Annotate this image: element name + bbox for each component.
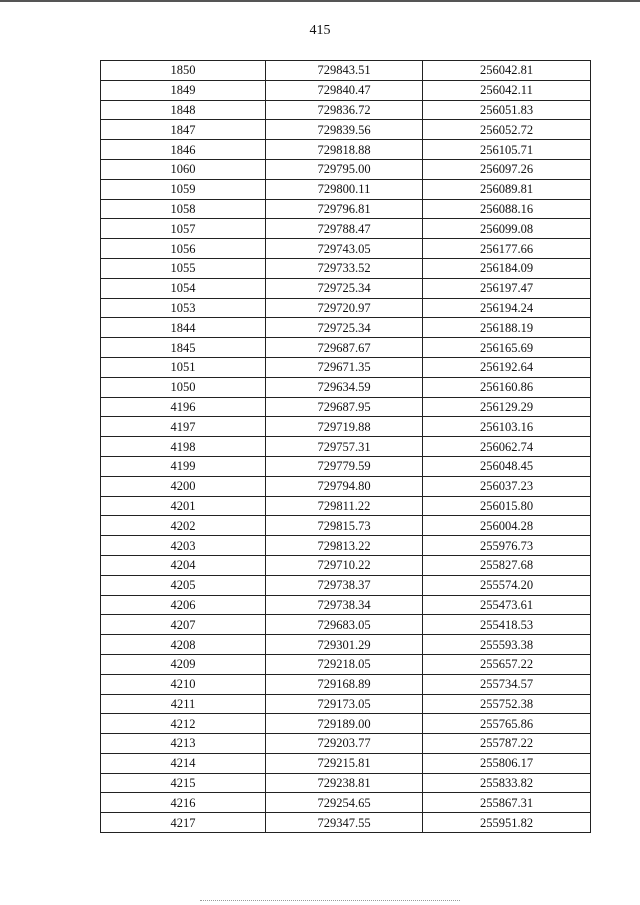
point-number-cell: 4213 [101, 734, 266, 754]
table-row [101, 813, 591, 833]
point-number-cell: 4199 [101, 456, 266, 476]
table-row [101, 773, 591, 793]
y-coordinate-cell: 255574.20 [423, 575, 591, 595]
x-coordinate-cell: 729168.89 [266, 674, 423, 694]
x-coordinate-cell: 729301.29 [266, 635, 423, 655]
y-coordinate-cell: 255867.31 [423, 793, 591, 813]
point-number-cell: 4197 [101, 417, 266, 437]
table-row [101, 496, 591, 516]
x-coordinate-cell: 729683.05 [266, 615, 423, 635]
point-number-cell: 1058 [101, 199, 266, 219]
x-coordinate-cell: 729203.77 [266, 734, 423, 754]
y-coordinate-cell: 256194.24 [423, 298, 591, 318]
x-coordinate-cell: 729743.05 [266, 239, 423, 259]
x-coordinate-cell: 729836.72 [266, 100, 423, 120]
table-row [101, 159, 591, 179]
table-row [101, 694, 591, 714]
point-number-cell: 1051 [101, 357, 266, 377]
point-number-cell: 1055 [101, 258, 266, 278]
y-coordinate-cell: 256088.16 [423, 199, 591, 219]
table-row [101, 140, 591, 160]
y-coordinate-cell: 256097.26 [423, 159, 591, 179]
y-coordinate-cell: 256192.64 [423, 357, 591, 377]
table-row [101, 80, 591, 100]
x-coordinate-cell: 729347.55 [266, 813, 423, 833]
y-coordinate-cell: 255833.82 [423, 773, 591, 793]
y-coordinate-cell: 256160.86 [423, 377, 591, 397]
table-row [101, 219, 591, 239]
point-number-cell: 4196 [101, 397, 266, 417]
point-number-cell: 1057 [101, 219, 266, 239]
point-number-cell: 1849 [101, 80, 266, 100]
y-coordinate-cell: 256184.09 [423, 258, 591, 278]
coordinates-table [100, 60, 591, 833]
y-coordinate-cell: 255657.22 [423, 654, 591, 674]
point-number-cell: 4215 [101, 773, 266, 793]
x-coordinate-cell: 729795.00 [266, 159, 423, 179]
table-row [101, 793, 591, 813]
table-row [101, 714, 591, 734]
point-number-cell: 4210 [101, 674, 266, 694]
point-number-cell: 4212 [101, 714, 266, 734]
x-coordinate-cell: 729839.56 [266, 120, 423, 140]
table-row [101, 734, 591, 754]
x-coordinate-cell: 729687.95 [266, 397, 423, 417]
y-coordinate-cell: 256037.23 [423, 476, 591, 496]
point-number-cell: 1050 [101, 377, 266, 397]
table-row [101, 377, 591, 397]
x-coordinate-cell: 729818.88 [266, 140, 423, 160]
x-coordinate-cell: 729840.47 [266, 80, 423, 100]
y-coordinate-cell: 256165.69 [423, 338, 591, 358]
table-row [101, 595, 591, 615]
point-number-cell: 4204 [101, 555, 266, 575]
point-number-cell: 1060 [101, 159, 266, 179]
x-coordinate-cell: 729218.05 [266, 654, 423, 674]
x-coordinate-cell: 729800.11 [266, 179, 423, 199]
point-number-cell: 1845 [101, 338, 266, 358]
y-coordinate-cell: 256051.83 [423, 100, 591, 120]
coordinates-table-body [101, 61, 591, 833]
table-row [101, 357, 591, 377]
x-coordinate-cell: 729720.97 [266, 298, 423, 318]
y-coordinate-cell: 255734.57 [423, 674, 591, 694]
point-number-cell: 1848 [101, 100, 266, 120]
x-coordinate-cell: 729710.22 [266, 555, 423, 575]
x-coordinate-cell: 729738.34 [266, 595, 423, 615]
y-coordinate-cell: 255593.38 [423, 635, 591, 655]
x-coordinate-cell: 729725.34 [266, 278, 423, 298]
table-row [101, 199, 591, 219]
table-row [101, 61, 591, 81]
x-coordinate-cell: 729733.52 [266, 258, 423, 278]
table-row [101, 516, 591, 536]
table-row [101, 120, 591, 140]
y-coordinate-cell: 255787.22 [423, 734, 591, 754]
x-coordinate-cell: 729687.67 [266, 338, 423, 358]
y-coordinate-cell: 256105.71 [423, 140, 591, 160]
point-number-cell: 4216 [101, 793, 266, 813]
point-number-cell: 1847 [101, 120, 266, 140]
table-row [101, 437, 591, 457]
point-number-cell: 4202 [101, 516, 266, 536]
x-coordinate-cell: 729843.51 [266, 61, 423, 81]
y-coordinate-cell: 256177.66 [423, 239, 591, 259]
x-coordinate-cell: 729813.22 [266, 536, 423, 556]
y-coordinate-cell: 256129.29 [423, 397, 591, 417]
point-number-cell: 4205 [101, 575, 266, 595]
y-coordinate-cell: 256103.16 [423, 417, 591, 437]
table-row [101, 397, 591, 417]
y-coordinate-cell: 256197.47 [423, 278, 591, 298]
table-row [101, 536, 591, 556]
point-number-cell: 4209 [101, 654, 266, 674]
point-number-cell: 1846 [101, 140, 266, 160]
y-coordinate-cell: 255473.61 [423, 595, 591, 615]
y-coordinate-cell: 255806.17 [423, 753, 591, 773]
x-coordinate-cell: 729811.22 [266, 496, 423, 516]
x-coordinate-cell: 729634.59 [266, 377, 423, 397]
table-row [101, 476, 591, 496]
point-number-cell: 4214 [101, 753, 266, 773]
y-coordinate-cell: 255418.53 [423, 615, 591, 635]
y-coordinate-cell: 256052.72 [423, 120, 591, 140]
x-coordinate-cell: 729238.81 [266, 773, 423, 793]
y-coordinate-cell: 256042.81 [423, 61, 591, 81]
table-row [101, 100, 591, 120]
x-coordinate-cell: 729254.65 [266, 793, 423, 813]
y-coordinate-cell: 255951.82 [423, 813, 591, 833]
table-row [101, 338, 591, 358]
table-row [101, 635, 591, 655]
y-coordinate-cell: 255827.68 [423, 555, 591, 575]
x-coordinate-cell: 729725.34 [266, 318, 423, 338]
y-coordinate-cell: 256062.74 [423, 437, 591, 457]
point-number-cell: 1056 [101, 239, 266, 259]
point-number-cell: 1059 [101, 179, 266, 199]
y-coordinate-cell: 255976.73 [423, 536, 591, 556]
point-number-cell: 4217 [101, 813, 266, 833]
x-coordinate-cell: 729788.47 [266, 219, 423, 239]
page-number: 415 [309, 23, 331, 38]
point-number-cell: 4206 [101, 595, 266, 615]
x-coordinate-cell: 729815.73 [266, 516, 423, 536]
y-coordinate-cell: 256004.28 [423, 516, 591, 536]
point-number-cell: 4201 [101, 496, 266, 516]
table-row [101, 753, 591, 773]
y-coordinate-cell: 256048.45 [423, 456, 591, 476]
point-number-cell: 1850 [101, 61, 266, 81]
x-coordinate-cell: 729794.80 [266, 476, 423, 496]
table-row [101, 654, 591, 674]
table-row [101, 417, 591, 437]
x-coordinate-cell: 729215.81 [266, 753, 423, 773]
x-coordinate-cell: 729796.81 [266, 199, 423, 219]
x-coordinate-cell: 729738.37 [266, 575, 423, 595]
top-rule [0, 0, 640, 2]
x-coordinate-cell: 729671.35 [266, 357, 423, 377]
table-row [101, 318, 591, 338]
table-row [101, 575, 591, 595]
y-coordinate-cell: 256188.19 [423, 318, 591, 338]
point-number-cell: 1844 [101, 318, 266, 338]
table-row [101, 555, 591, 575]
point-number-cell: 4207 [101, 615, 266, 635]
table-row [101, 298, 591, 318]
table-row [101, 674, 591, 694]
point-number-cell: 4203 [101, 536, 266, 556]
y-coordinate-cell: 256015.80 [423, 496, 591, 516]
x-coordinate-cell: 729719.88 [266, 417, 423, 437]
point-number-cell: 4208 [101, 635, 266, 655]
y-coordinate-cell: 255752.38 [423, 694, 591, 714]
point-number-cell: 4211 [101, 694, 266, 714]
x-coordinate-cell: 729173.05 [266, 694, 423, 714]
x-coordinate-cell: 729757.31 [266, 437, 423, 457]
x-coordinate-cell: 729779.59 [266, 456, 423, 476]
bottom-dotted-line [200, 900, 460, 901]
table-row [101, 615, 591, 635]
x-coordinate-cell: 729189.00 [266, 714, 423, 734]
point-number-cell: 1054 [101, 278, 266, 298]
table-row [101, 179, 591, 199]
table-row [101, 239, 591, 259]
y-coordinate-cell: 256042.11 [423, 80, 591, 100]
table-row [101, 278, 591, 298]
table-row [101, 258, 591, 278]
point-number-cell: 4200 [101, 476, 266, 496]
y-coordinate-cell: 256099.08 [423, 219, 591, 239]
point-number-cell: 1053 [101, 298, 266, 318]
table-row [101, 456, 591, 476]
y-coordinate-cell: 256089.81 [423, 179, 591, 199]
point-number-cell: 4198 [101, 437, 266, 457]
y-coordinate-cell: 255765.86 [423, 714, 591, 734]
